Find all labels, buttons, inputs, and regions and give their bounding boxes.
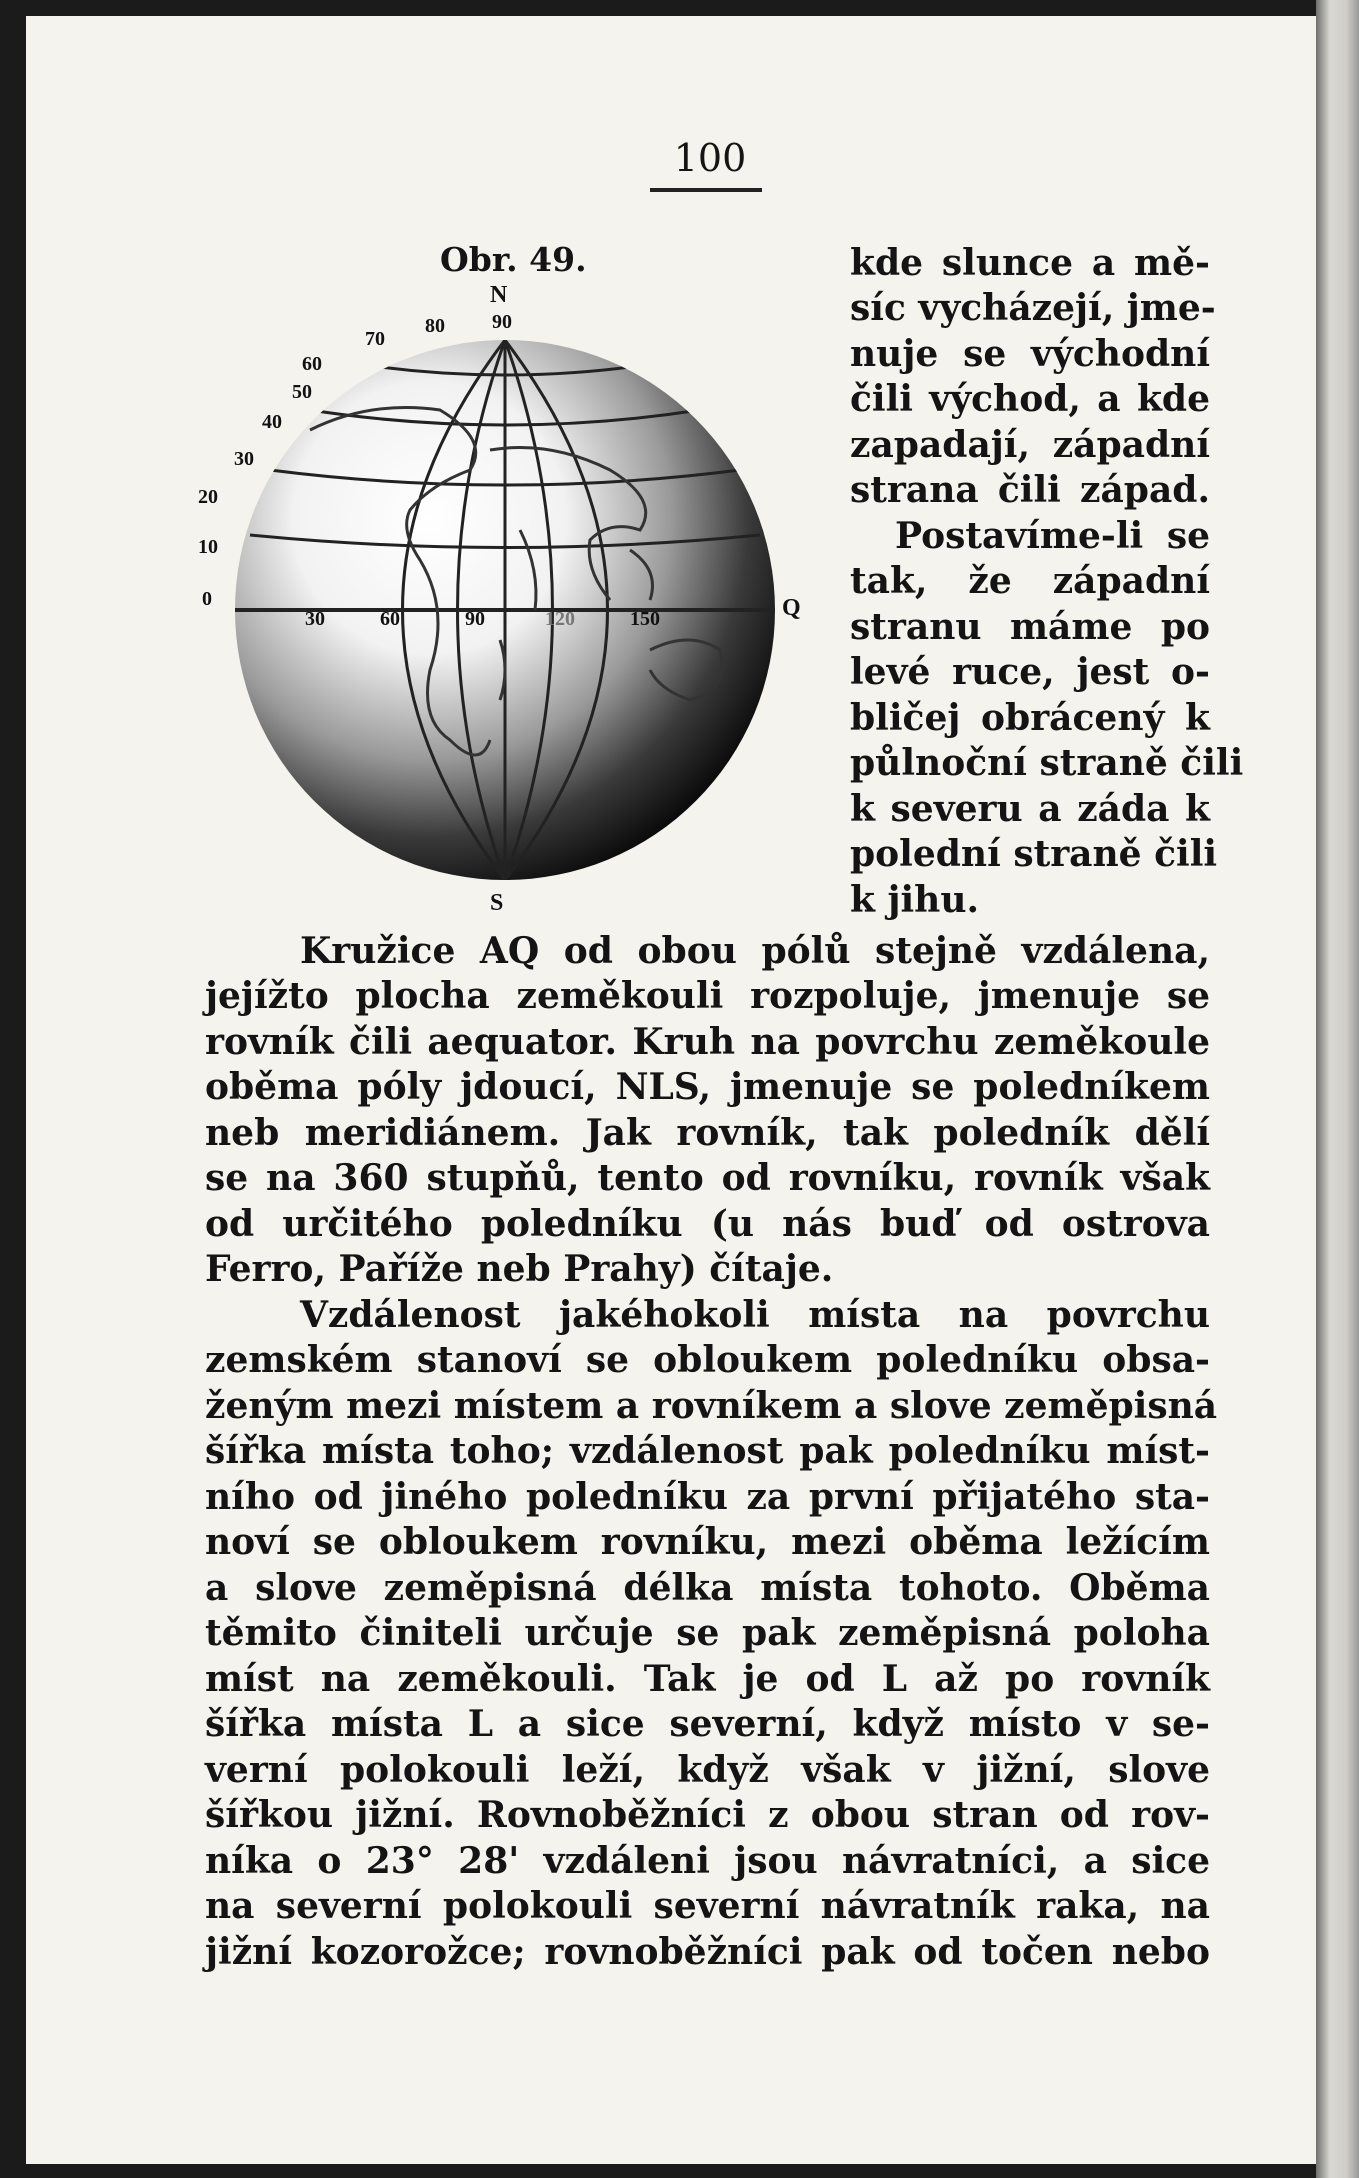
side-line: polední straně čili	[850, 833, 1218, 875]
lat-label-40: 40	[262, 411, 282, 433]
body-line: jižní kozorožce; rovnoběžníci pak od točen nebo	[205, 1931, 1210, 1973]
lat-label-50: 50	[292, 381, 312, 403]
lat-label-30: 30	[234, 448, 254, 470]
body-line: se na 360 stupňů, tento od rovníku, rovník však	[205, 1157, 1210, 1199]
side-line: zapadají, západní	[850, 424, 1210, 466]
body-line: a slove zeměpisná délka místa tohoto. Oběma	[205, 1567, 1210, 1609]
side-line: stranu máme po	[850, 606, 1210, 648]
body-line: Ferro, Paříže neb Prahy) čítaje.	[205, 1248, 834, 1290]
north-label: N	[490, 282, 508, 308]
body-line: šířka místa toho; vzdálenost pak poledníku míst-	[205, 1430, 1210, 1472]
lat-label-80: 80	[425, 315, 445, 337]
q-label: Q	[782, 595, 801, 621]
body-line: Kružice AQ od obou pólů stejně vzdálena,	[300, 930, 1210, 972]
page-number-rule	[650, 188, 762, 192]
figure-caption: Obr. 49.	[440, 240, 587, 279]
lat-label-60: 60	[302, 353, 322, 375]
side-line: kde slunce a mě-	[850, 242, 1210, 284]
side-line: strana čili západ.	[850, 469, 1210, 511]
body-line: rovník čili aequator. Kruh na povrchu zeměkoule	[205, 1021, 1210, 1063]
lat-label-20: 20	[198, 486, 218, 508]
side-line: síc vycházejí, jme-	[850, 287, 1216, 329]
side-line: k severu a záda k	[850, 788, 1210, 830]
side-line: čili východ, a kde	[850, 378, 1210, 420]
lon-label-90: 90	[465, 608, 485, 630]
side-line: nuje se východní	[850, 333, 1210, 375]
body-line: zemském stanoví se obloukem poledníku obsa-	[205, 1339, 1210, 1381]
body-line: míst na zeměkouli. Tak je od L až po rovník	[205, 1658, 1210, 1700]
body-line: šířkou jižní. Rovnoběžníci z obou stran od rov-	[205, 1794, 1210, 1836]
lat-label-90: 90	[492, 311, 512, 333]
adjacent-page-edge	[1316, 0, 1359, 2178]
lat-label-70: 70	[365, 328, 385, 350]
body-line: šířka místa L a sice severní, když místo v se-	[205, 1703, 1210, 1745]
south-label: S	[490, 890, 504, 910]
body-line: ního od jiného poledníku za první přijatého sta-	[205, 1476, 1210, 1518]
side-line: tak, že západní	[850, 560, 1210, 602]
body-line: verní polokouli leží, když však v jižní, slove	[205, 1749, 1210, 1791]
lon-label-120: 120	[545, 608, 575, 630]
body-line: ženým mezi místem a rovníkem a slove zeměpisná	[205, 1385, 1218, 1427]
body-line: oběma póly jdoucí, NLS, jmenuje se poledníkem	[205, 1066, 1210, 1108]
body-line: noví se obloukem rovníku, mezi oběma ležícím	[205, 1521, 1210, 1563]
body-line: níka o 23° 28' vzdáleni jsou návratníci, a sice	[205, 1840, 1210, 1882]
body-line: Vzdálenost jakéhokoli místa na povrchu	[300, 1294, 1210, 1336]
lon-label-60: 60	[380, 608, 400, 630]
body-line: neb meridiánem. Jak rovník, tak poledník dělí	[205, 1112, 1210, 1154]
side-line: půlnoční straně čili	[850, 742, 1244, 784]
lon-label-30: 30	[305, 608, 325, 630]
globe-figure	[190, 270, 810, 910]
side-line: Postavíme-li se	[895, 515, 1210, 557]
page-number: 100	[673, 136, 747, 180]
side-line: k jihu.	[850, 879, 980, 921]
body-line: těmito činiteli určuje se pak zeměpisná poloha	[205, 1612, 1210, 1654]
lon-label-150: 150	[630, 608, 660, 630]
body-line: na severní polokouli severní návratník raka, na	[205, 1885, 1210, 1927]
lat-label-0: 0	[202, 588, 212, 610]
side-line: bličej obrácený k	[850, 697, 1210, 739]
side-line: levé ruce, jest o-	[850, 651, 1210, 693]
body-line: od určitého poledníku (u nás buď od ostrova	[205, 1203, 1210, 1245]
body-line: jejížto plocha zeměkouli rozpoluje, jmenuje se	[205, 975, 1210, 1017]
lat-label-10: 10	[198, 536, 218, 558]
